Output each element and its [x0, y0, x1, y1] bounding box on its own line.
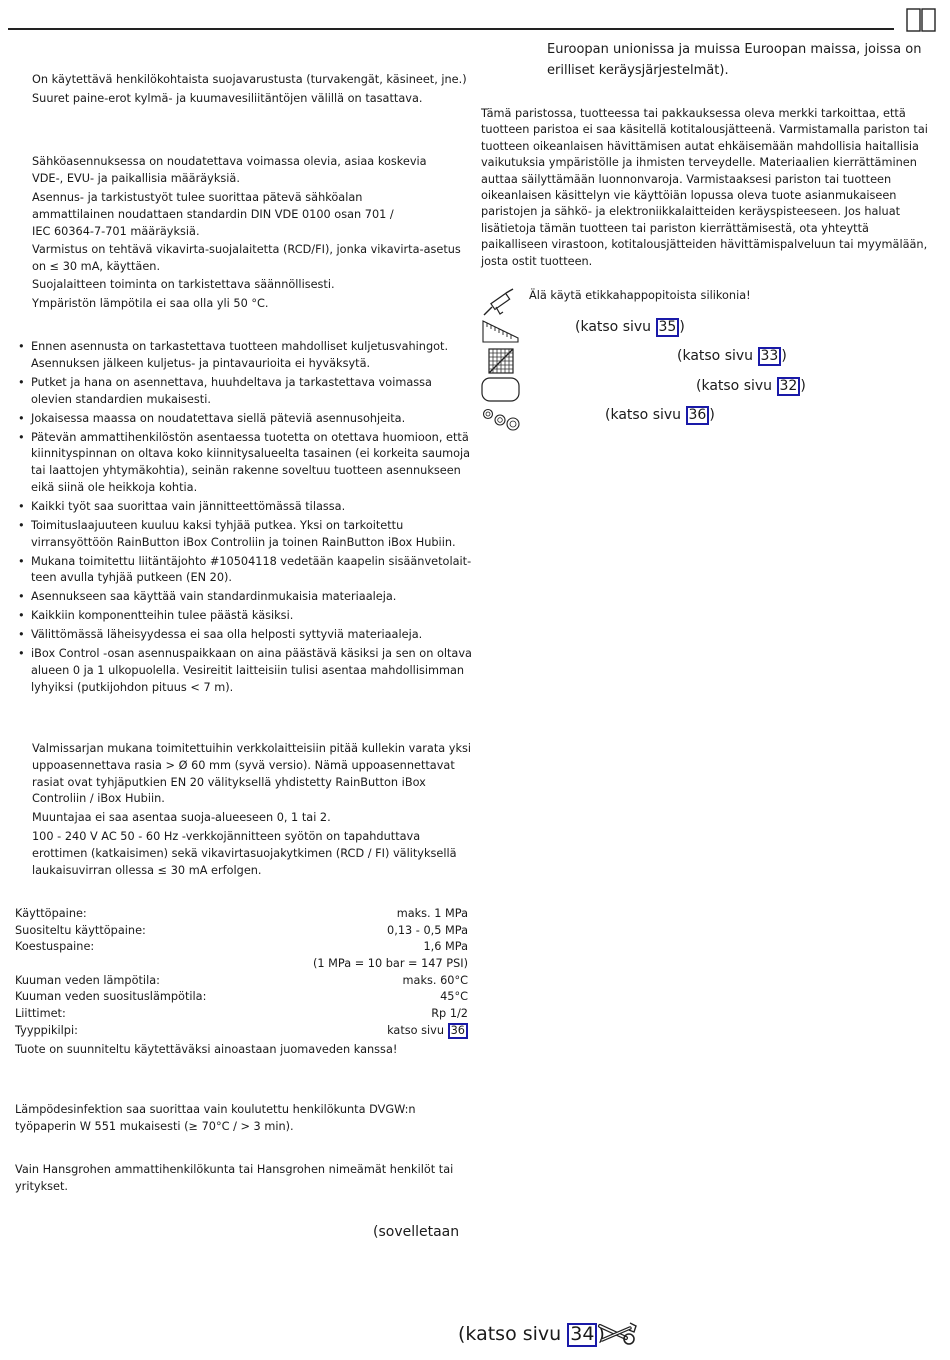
list-item: • Ennen asennusta on tarkastettava tuotteen mahdolliset kuljetusvahingot. Asennuksen jälkeen kuljetus- ja pintavaurioita ei hyväksytä. [14, 339, 474, 373]
wrench-icon [596, 1320, 640, 1346]
service-text: Vain Hansgrohen ammattihenkilökunta tai Hansgrohen nimeämät henkilöt tai yritykset. [15, 1163, 454, 1193]
table-row: Liittimet: Rp 1/2 [15, 1007, 468, 1021]
electrical-installer-line1: Asennus- ja tarkistustyöt tulee suorittaa pätevä sähköalan ammattilainen noudattaen standardin DIN VDE 0100 osan 701 / [32, 191, 394, 221]
table-row: Suositeltu käyttöpaine: 0,13 - 0,5 MPa [15, 923, 468, 937]
list-item: • Putket ja hana on asennettava, huuhdeltava ja tarkastettava voimassa olevien standardien mukaisesti. [14, 375, 474, 409]
drinking-water-note: Tuote on suunniteltu käytettäväksi ainoastaan juomaveden kanssa! [15, 1042, 398, 1056]
page-link-33[interactable]: 33 [758, 347, 782, 366]
bottom-page-reference: (katso sivu 34 ) [458, 1323, 605, 1345]
installation-list [14, 339, 474, 699]
eu-collection-text: Euroopan unionissa ja muissa Euroopan maissa, joissa on erilliset keräysjärjestelmät). [547, 42, 922, 78]
table-row: Kuuman veden lämpötila: maks. 60°C [15, 973, 468, 987]
network-supply-text: 100 - 240 V AC 50 - 60 Hz -verkkojännitteen syötön on tapahduttava erottimen (katkaisimen) sekä vikavirtasuojakytkimen (RCD / FI) välityksellä laukaisuvirran ollessa ≤ 30 mA erfolgen. [32, 830, 457, 877]
ruler-icon [482, 318, 520, 344]
electrical-temperature-text: Ympäristön lämpötila ei saa olla yli 50 °C. [32, 297, 269, 310]
page-reference: (katso sivu 35 ) [575, 319, 685, 335]
page-link-34[interactable]: 34 [567, 1323, 597, 1347]
electrical-check-text: Suojalaitteen toiminta on tarkistettava säännöllisesti. [32, 278, 335, 291]
network-boxes-text: Valmissarjan mukana toimitettuihin verkkolaitteisiin pitää kullekin varata yksi uppoasennettava rasia > Ø 60 mm (syvä versio). Nämä uppoasennettavat rasiat ovat tyhjäputkien EN 20 välityksellä yhdistetty RainButton iBox Controliin / iBox Hubiin. [32, 742, 472, 806]
list-item: • Mukana toimitettu liitäntäjohto #10504118 vedetään kaapelin sisäänvetolaitteen avulla tyhjää putkeen (EN 20). [14, 554, 474, 588]
sovelletaan-text: (sovelletaan [373, 1224, 460, 1240]
silicone-gun-icon [482, 287, 516, 317]
table-row: Kuuman veden suosituslämpötila: 45°C [15, 990, 468, 1004]
page-reference: (katso sivu 32 ) [696, 378, 806, 394]
disinfection-text: Lämpödesinfektion saa suorittaa vain koulutettu henkilökunta DVGW:n työpaperin W 551 mukaisesti (≥ 70°C / > 3 min). [15, 1103, 416, 1133]
list-item: • Kaikkiin komponentteihin tulee päästä käsiksi. [14, 608, 474, 625]
safety-ppe-text: On käytettävä henkilökohtaista suojavarustusta (turvakengät, käsineet, jne.) [32, 73, 467, 86]
book-icon [906, 8, 936, 32]
table-row: Koestuspaine: 1,6 MPa [15, 940, 468, 954]
list-item: • Kaikki työt saa suorittaa vain jännitteettömässä tilassa. [14, 499, 474, 516]
silicone-warning-text: Älä käytä etikkahappopitoista silikonia! [529, 289, 751, 302]
rounded-rectangle-icon [481, 377, 521, 403]
list-item: • Välittömässä läheisyydessa ei saa olla helposti syttyviä materiaaleja. [14, 627, 474, 644]
fittings-icon [482, 406, 522, 432]
page-link-36[interactable]: 36 [448, 1023, 468, 1039]
page-reference: (katso sivu 33 ) [677, 348, 787, 364]
battery-disposal-text: Tämä paristossa, tuotteessa tai pakkauksessa oleva merkki tarkoittaa, että tuotteen paristoa ei saa käsitellä kotitalousjätteenä. Varmistamalla pariston tai tuotteen oikeanlaisen hävittämisen autat ehkäisemään mahdollisia haitallisia vaikutuksia ympäristölle ja ihmisten terveydelle. Materiaalien kierrättäminen auttaa säilyttämään luonnonvaroja. Varmistaaksesi pariston tai tuotteen oikeanlaisen käsittelyn vie käyttöiän lopussa oleva tuote asianmukaiseen paristojen ja sähkö- ja elektroniikkalaitteiden keräyspisteeseen. Jos haluat lisätietoja tämän tuotteen tai pariston kierrättämisestä, ota yhteyttä paikalliseen virastoon, kotitalousjätteiden hävittämispalveluun tai myymälään, josta ostit tuotteen. [481, 107, 928, 268]
safety-pressure-text: Suuret paine-erot kylmä- ja kuumavesiliitäntöjen välillä on tasattava. [32, 92, 423, 105]
page-link-32[interactable]: 32 [777, 377, 801, 396]
table-row: Tyyppikilpi: katso sivu 36 [15, 1023, 468, 1040]
network-transformer-text: Muuntajaa ei saa asentaa suoja-alueeseen 0, 1 tai 2. [32, 811, 331, 824]
list-item: • Pätevän ammattihenkilöstön asentaessa tuotetta on otettava huomioon, että kiinnityspinnan on oltava koko kiinnitysalueelta tasainen (ei korkeita saumoja tai laattojen yhtymäkohtia), seinän rakenne soveltuu tuotteen asennukseen eikä siinä ole heikkoja kohtia. [14, 430, 474, 497]
electrical-regulations-text: Sähköasennuksessa on noudatettava voimassa olevia, asiaa koskevia VDE-, EVU- ja paikallisia määräyksiä. [32, 155, 427, 185]
electrical-installer-text [32, 190, 442, 240]
list-item: • iBox Control -osan asennuspaikkaan on aina päästävä käsiksi ja sen on oltava alueen 0 ja 1 ulkopuolella. Vesireitit laitteisiin tulisi asentaa mahdollisimman lyhyiksi (putkijohdon pituus < 7 m). [14, 646, 474, 696]
page-link-35[interactable]: 35 [656, 318, 680, 337]
table-row: (1 MPa = 10 bar = 147 PSI) [312, 957, 468, 971]
electrical-installer-line2: IEC 60364-7-701 määräyksiä. [32, 224, 200, 238]
tile-grid-icon [488, 348, 514, 374]
list-item: • Toimituslaajuuteen kuuluu kaksi tyhjää putkea. Yksi on tarkoitettu virransyöttöön RainButton iBox Controliin ja toinen RainButton iBox Hubiin. [14, 518, 474, 552]
table-row: Käyttöpaine: maks. 1 MPa [15, 907, 468, 920]
electrical-rcd-text: Varmistus on tehtävä vikavirta-suojalaitetta (RCD/FI), jonka vikavirta-asetus on ≤ 30 mA, käyttäen. [32, 243, 461, 273]
page-link-36[interactable]: 36 [686, 406, 710, 425]
technical-data-table [15, 906, 468, 1058]
page-reference: (katso sivu 36 ) [605, 407, 715, 423]
list-item: • Asennukseen saa käyttää vain standardinmukaisia materiaaleja. [14, 589, 474, 606]
header-rule [8, 28, 894, 30]
list-item: • Jokaisessa maassa on noudatettava siellä päteviä asennusohjeita. [14, 411, 474, 428]
